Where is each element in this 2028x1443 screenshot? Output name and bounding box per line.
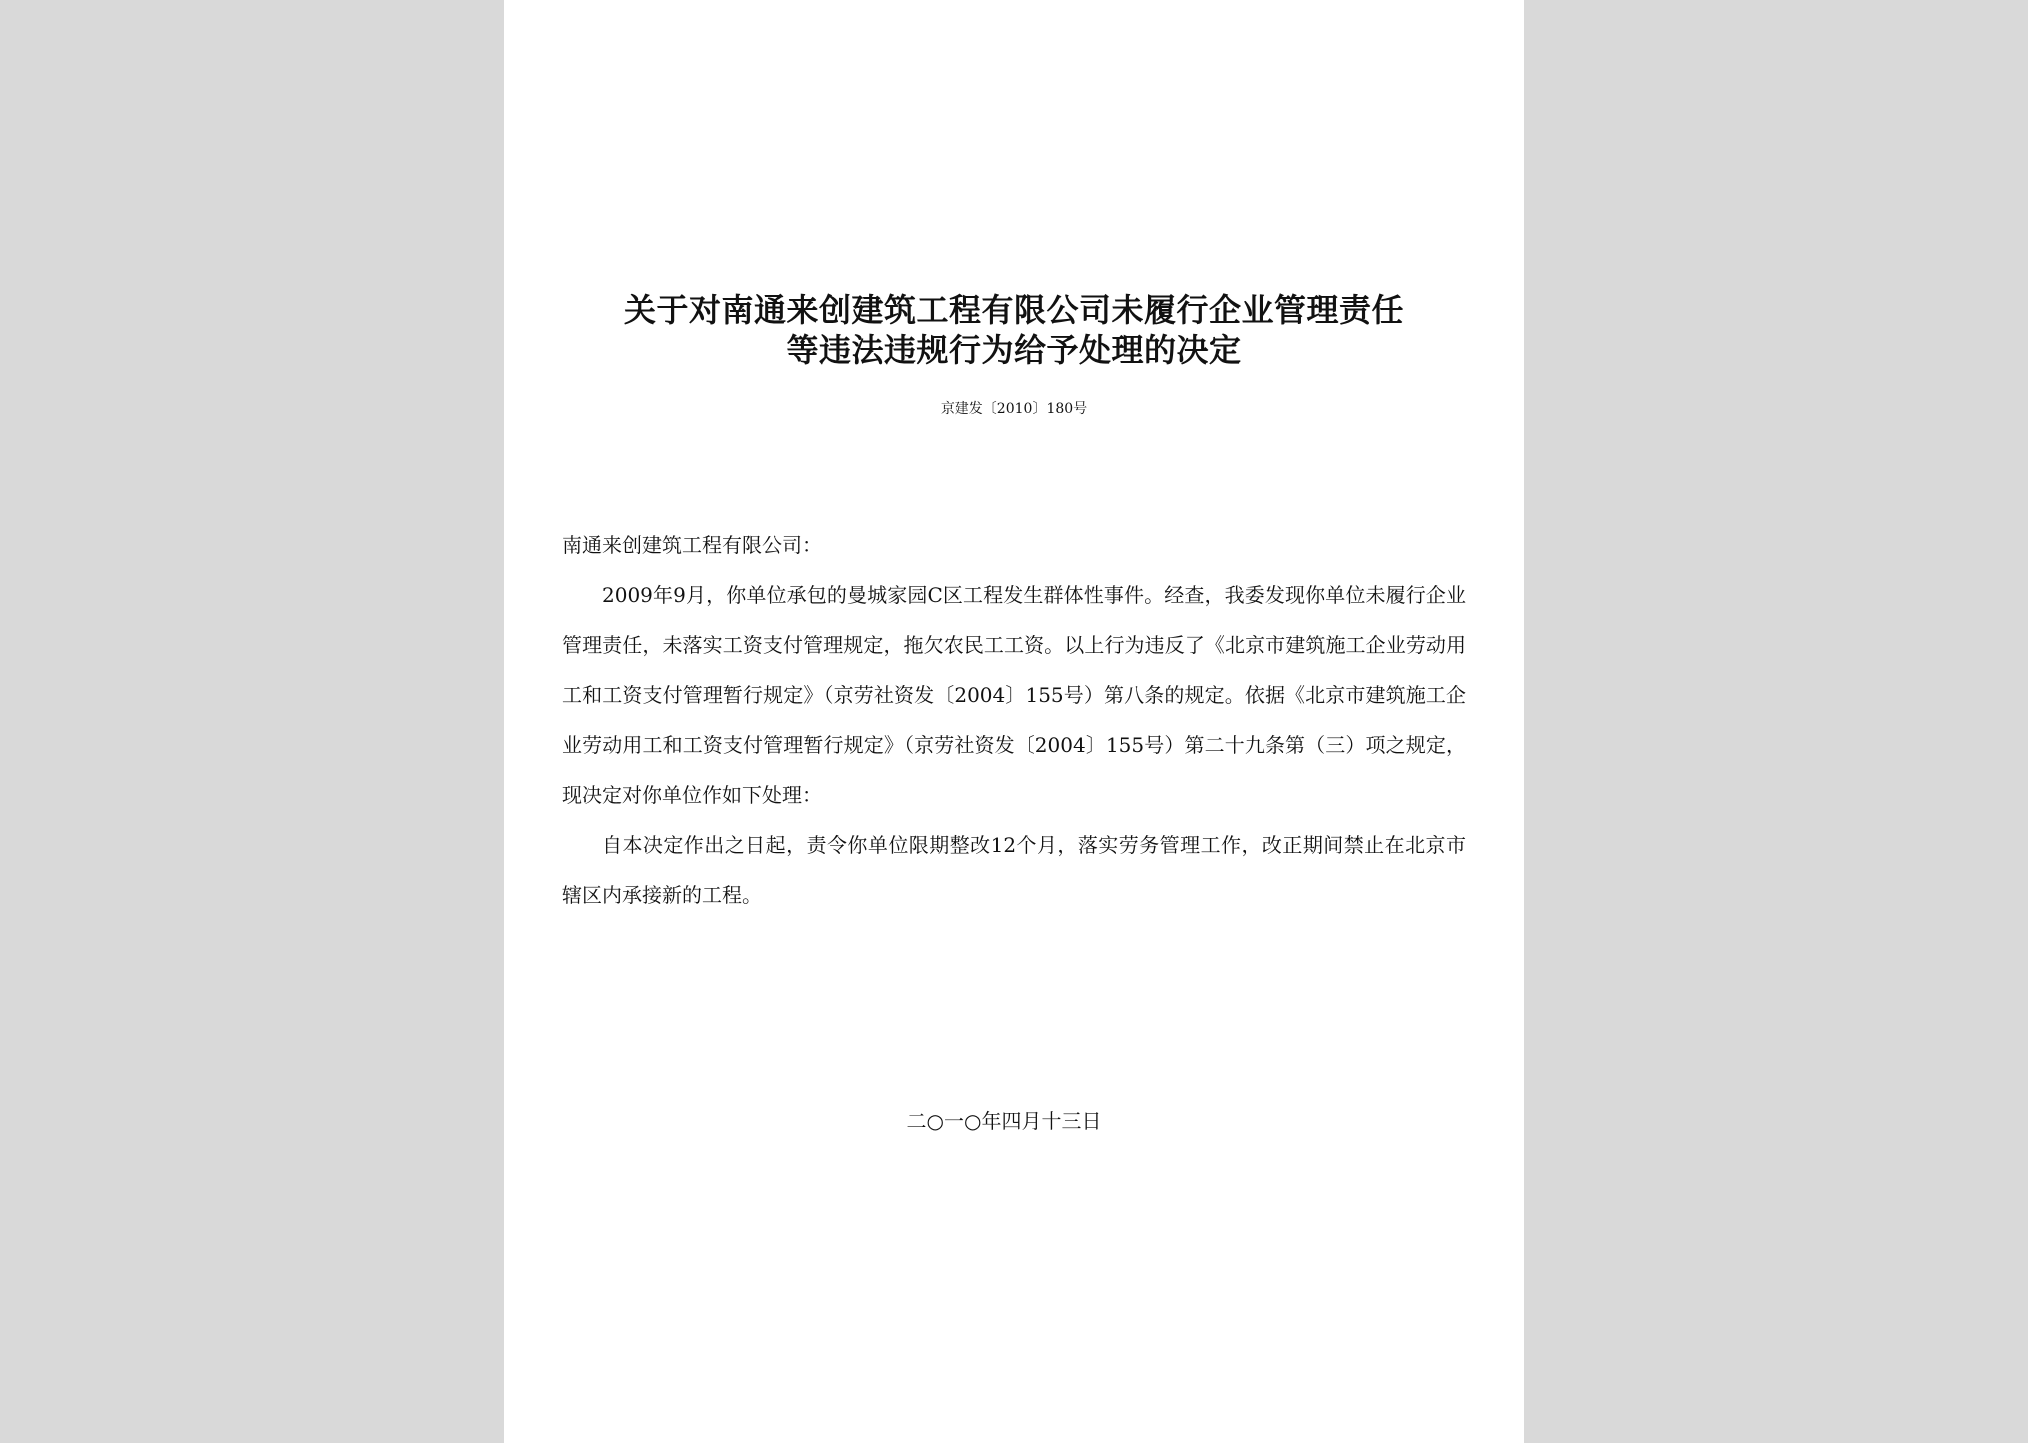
title-line-1: 关于对南通来创建筑工程有限公司未履行企业管理责任 <box>623 291 1404 329</box>
document-date: 二○一○年四月十三日 <box>906 1109 1102 1133</box>
title-line-2: 等违法违规行为给予处理的决定 <box>786 331 1242 369</box>
document-page <box>504 0 1524 1443</box>
document-body <box>562 520 1466 920</box>
document-title <box>504 290 1524 370</box>
paragraph-2: 自本决定作出之日起，责令你单位限期整改12个月，落实劳务管理工作，改正期间禁止在北京市辖区内承接新的工程。 <box>562 833 1466 907</box>
document-number: 京建发〔2010〕180号 <box>940 401 1088 417</box>
addressee: 南通来创建筑工程有限公司： <box>562 533 822 557</box>
paragraph-1: 2009年9月，你单位承包的曼城家园C区工程发生群体性事件。经查，我委发现你单位未履行企业管理责任，未落实工资支付管理规定，拖欠农民工工资。以上行为违反了《北京市建筑施工企业劳动用工和工资支付管理暂行规定》（京劳社资发〔2004〕155号）第八条的规定。依据《北京市建筑施工企业劳动用工和工资支付管理暂行规定》（京劳社资发〔2004〕155号）第二十九条第（三）项之规定，现决定对你单位作如下处理： <box>562 583 1466 807</box>
